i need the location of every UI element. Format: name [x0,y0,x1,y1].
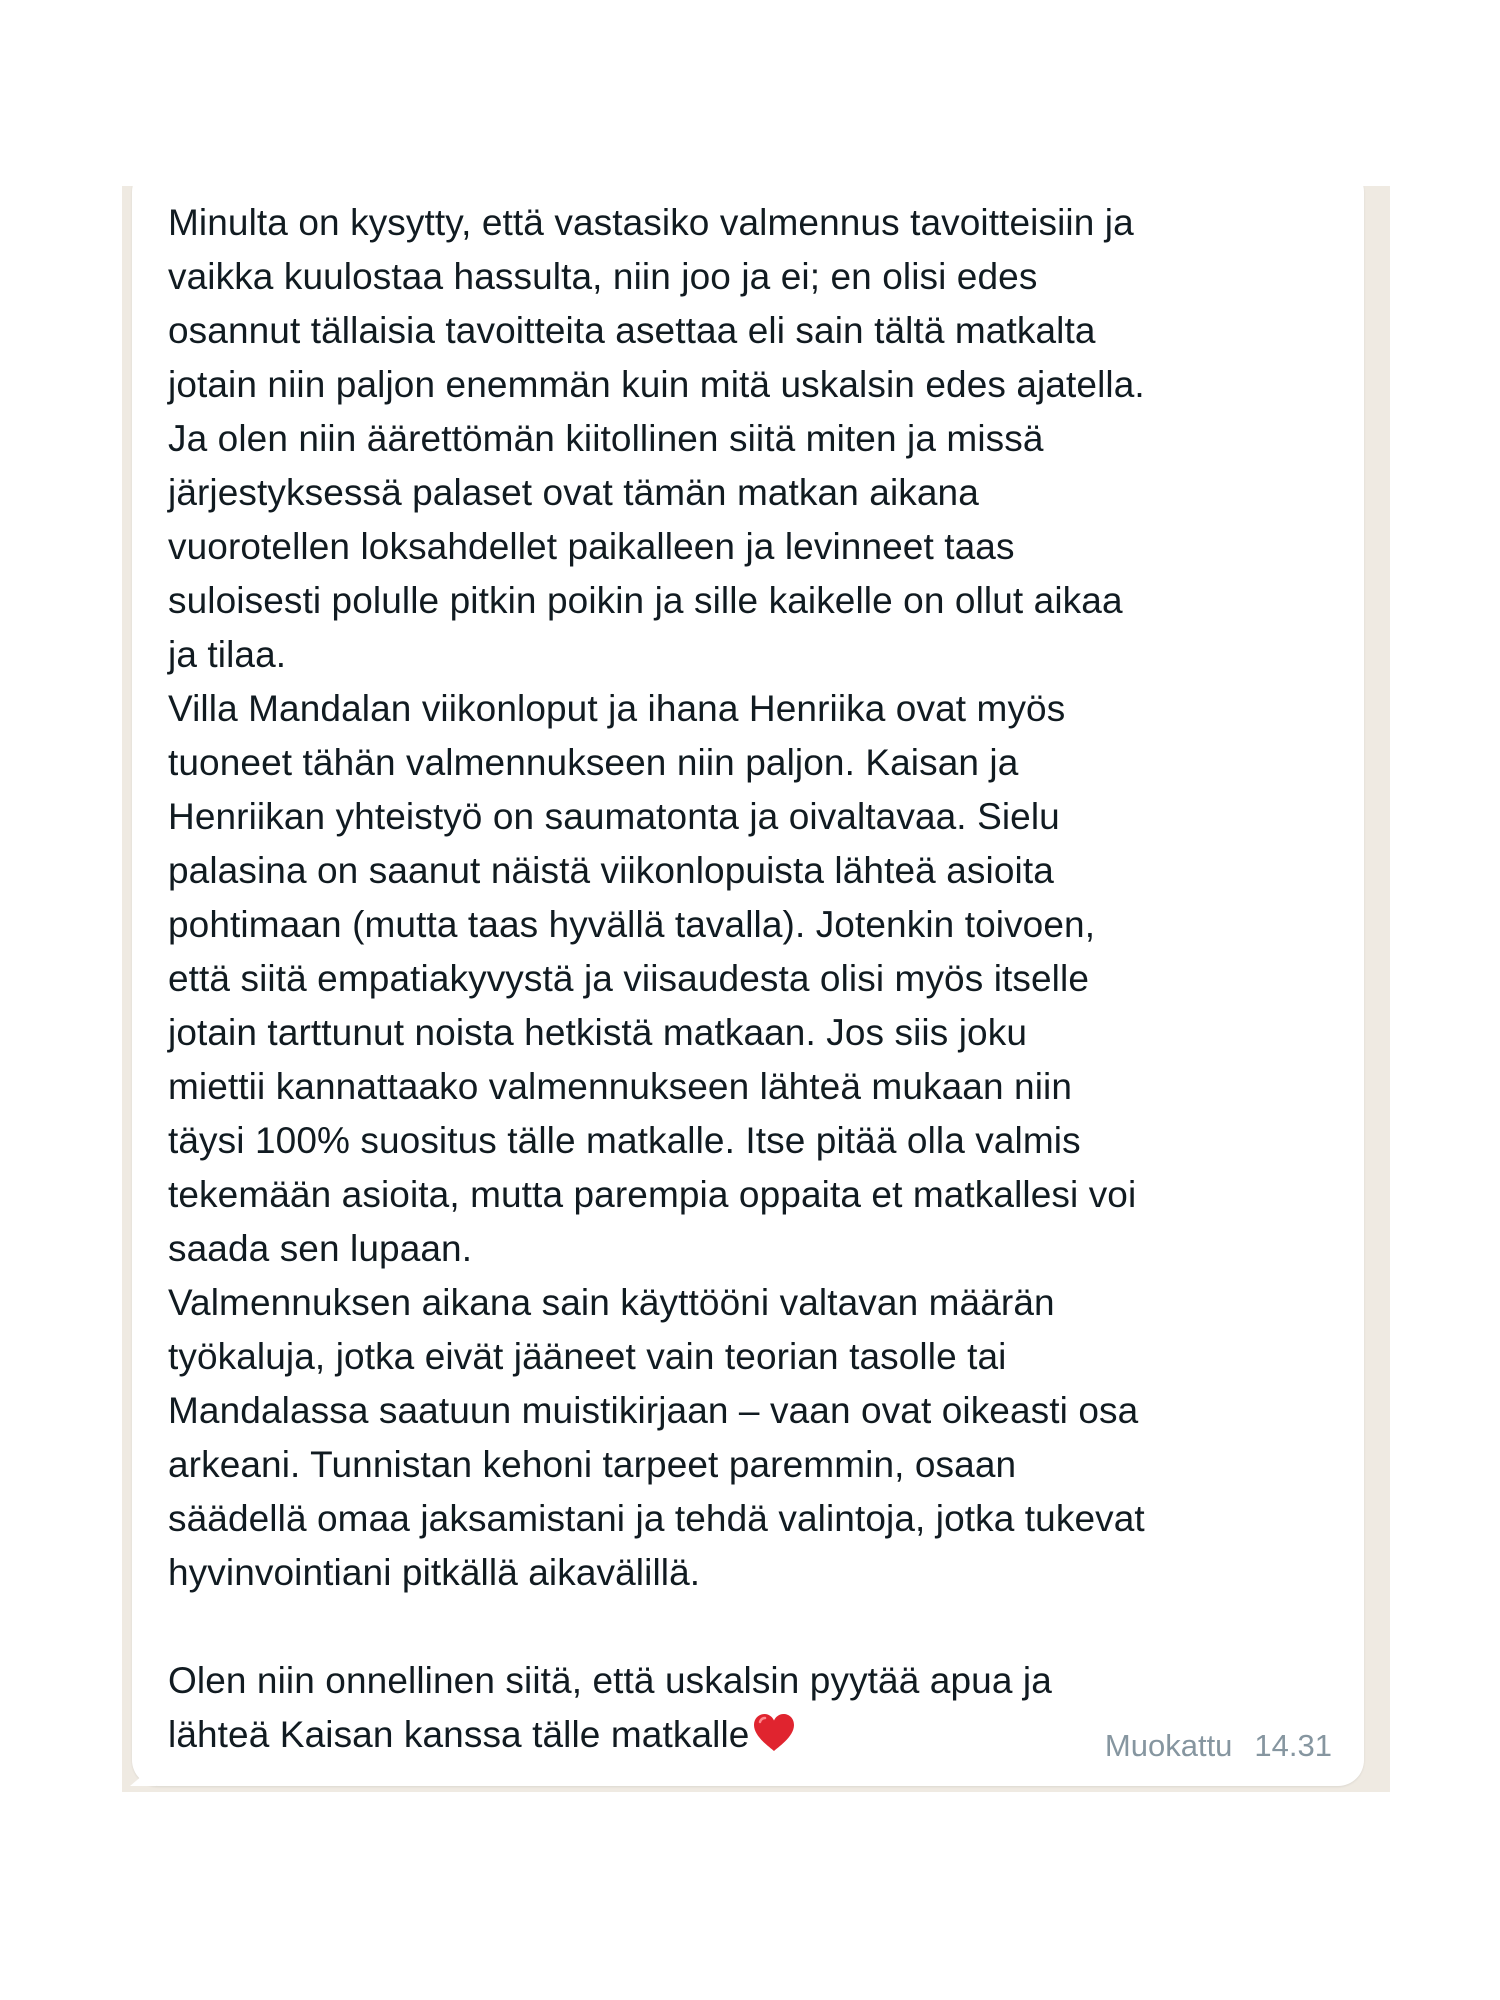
message-meta [1105,1728,1332,1764]
message-paragraph: Minulta on kysytty, että vastasiko valmennus tavoitteisiin ja vaikka kuulostaa hassulta, niin joo ja ei; en olisi edes osannut tällaisia tavoitteita asettaa eli sain tältä matkalta jotain niin paljon enemmän kuin mitä uskalsin edes ajatella. Ja olen niin äärettömän kiitollinen siitä miten ja missä järjestyksessä palaset ovat tämän matkan aikana vuorotellen loksahdellet paikalleen ja levinneet taas suloisesti polulle pitkin poikin ja sille kaikelle on ollut aikaa ja tilaa. [168,202,1145,675]
message-text [168,196,1348,1762]
edited-label: Muokattu [1104,1728,1233,1763]
red-heart-icon [751,1711,797,1753]
message-paragraph: Valmennuksen aikana sain käyttööni valtavan määrän työkaluja, jotka eivät jääneet vain teorian tasolle tai Mandalassa saatuun muistikirjaan – vaan ovat oikeasti osa arkeani. Tunnistan kehoni tarpeet paremmin, osaan säädellä omaa jaksamistani ja tehdä valintoja, jotka tukevat hyvinvointiani pitkällä aikavälillä. [168,1282,1145,1593]
message-paragraph: Villa Mandalan viikonloput ja ihana Henriika ovat myös tuoneet tähän valmennukseen niin paljon. Kaisan ja Henriikan yhteistyö on saumatonta ja oivaltavaa. Sielu palasina on saanut näistä viikonlopuista lähteä asioita pohtimaan (mutta taas hyvällä tavalla). Jotenkin toivoen, että siitä empatiakyvystä ja viisaudesta olisi myös itselle jotain tarttunut noista hetkistä matkaan. Jos siis joku miettii kannattaako valmennukseen lähteä mukaan niin täysi 100% suositus tälle matkalle. Itse pitää olla valmis tekemään asioita, mutta parempia oppaita et matkallesi voi saada sen lupaan. [168,688,1137,1269]
bubble-tail [130,1764,156,1786]
message-paragraph: Olen niin onnellinen siitä, että uskalsin pyytää apua ja lähteä Kaisan kanssa tälle matkalle [168,1660,1052,1755]
message-time: 14.31 [1254,1728,1332,1763]
